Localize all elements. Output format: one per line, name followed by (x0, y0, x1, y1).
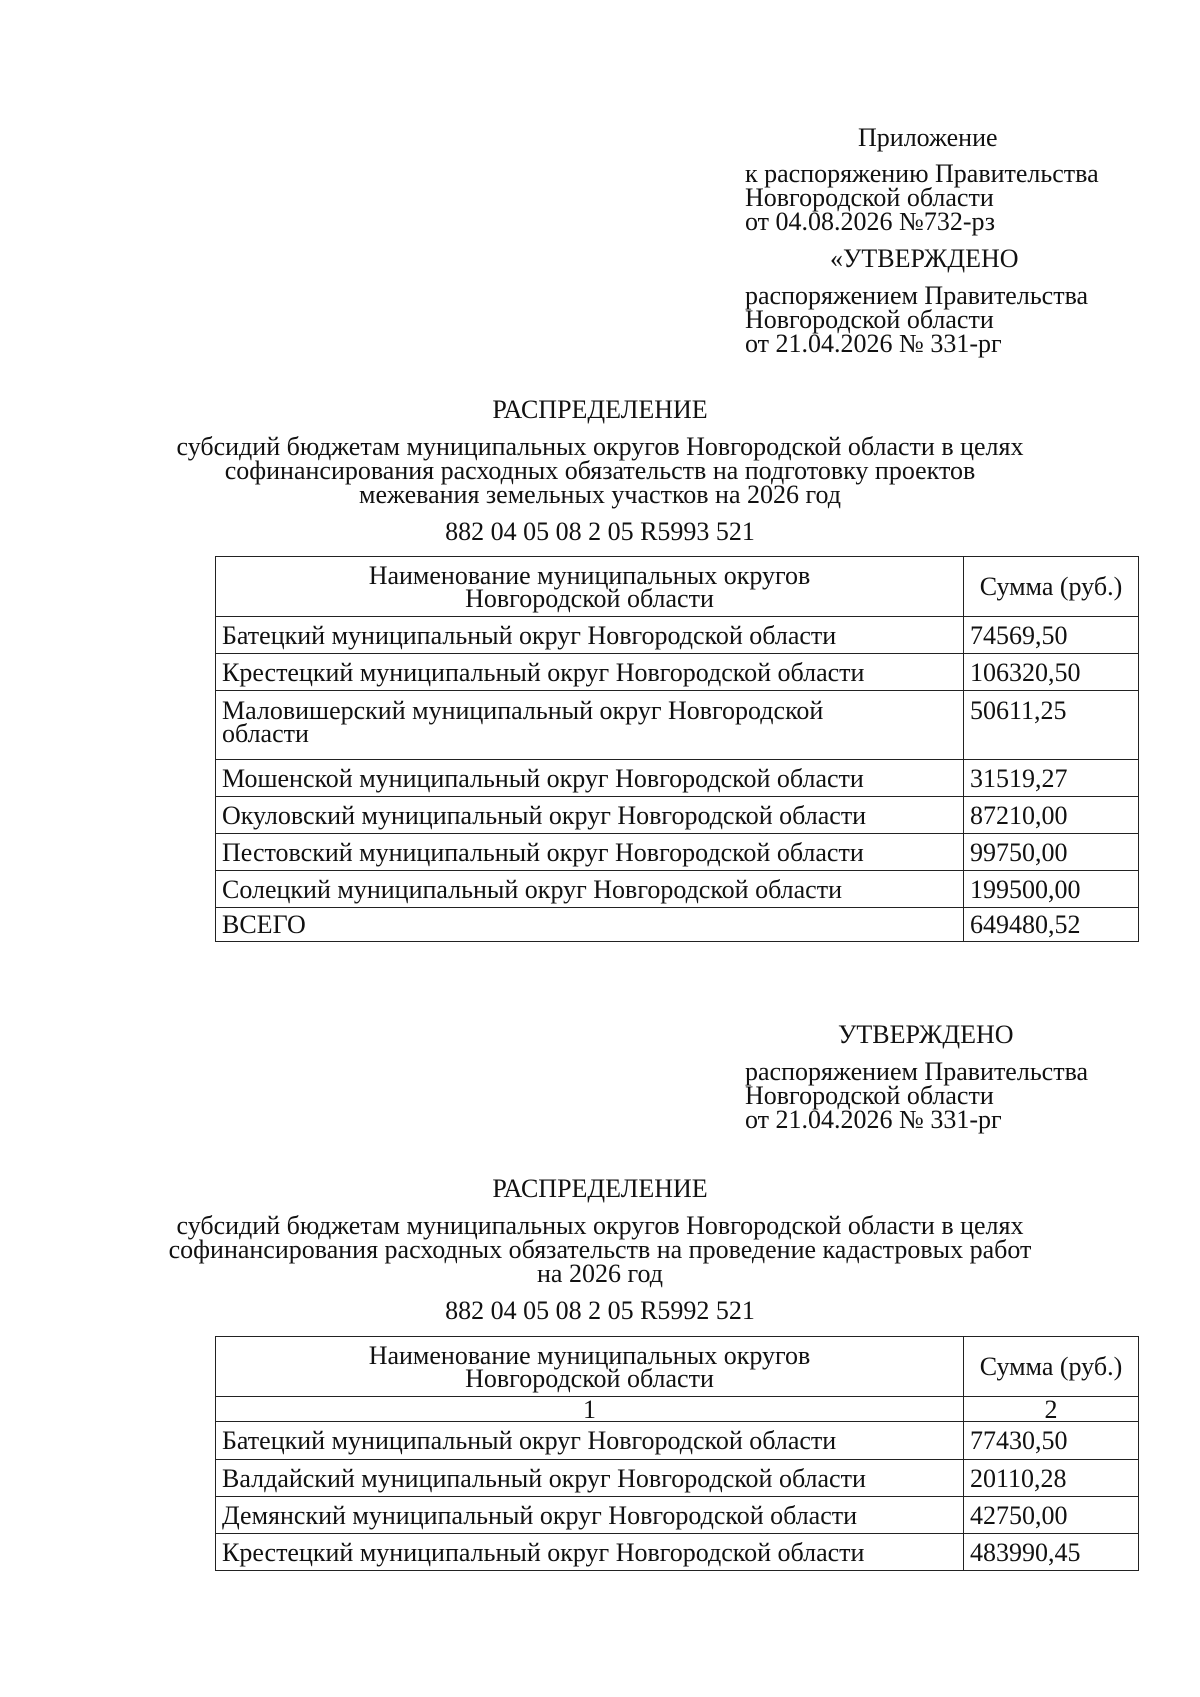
table-row (216, 834, 1139, 871)
appendix-line-3: от 04.08.2026 №732-рз (745, 207, 996, 236)
row-sum: 42750,00 (964, 1497, 1139, 1534)
approval-2-line-1: распоряжением Правительства (745, 1057, 1089, 1086)
row-name-line-1: Маловишерский муниципальный округ Новгородской (222, 696, 824, 725)
section-2-subtitle-2: софинансирования расходных обязательств на проведение кадастровых работ (168, 1235, 1032, 1264)
header-sum-cell: Сумма (руб.) (964, 1337, 1139, 1397)
table-row (216, 1422, 1139, 1460)
header-name-line-2: Новгородской области (465, 1363, 714, 1393)
section-1-subtitle-1: субсидий бюджетам муниципальных округов Новгородской области в целях (176, 432, 1024, 461)
header-name-cell (216, 557, 964, 617)
table-total-row (216, 908, 1139, 942)
table-row (216, 760, 1139, 797)
row-sum: 483990,45 (964, 1534, 1139, 1571)
row-name-line-2: области (222, 719, 309, 748)
column-number-row (216, 1397, 1139, 1422)
table-header-row (216, 557, 1139, 617)
table-row (216, 617, 1139, 654)
total-sum: 649480,52 (964, 908, 1139, 942)
row-sum: 77430,50 (964, 1422, 1139, 1460)
row-name: Мошенской муниципальный округ Новгородской области (216, 760, 964, 797)
approval-1-title: «УТВЕРЖДЕНО (830, 244, 1019, 273)
row-name: Крестецкий муниципальный округ Новгородской области (216, 1534, 964, 1571)
table-row (216, 797, 1139, 834)
total-label: ВСЕГО (216, 908, 964, 942)
approval-2-line-2: Новгородской области (745, 1081, 994, 1110)
approval-2-line-3: от 21.04.2026 № 331-рг (745, 1105, 1002, 1134)
section-1-heading: РАСПРЕДЕЛЕНИЕ (492, 395, 708, 424)
row-name: Демянский муниципальный округ Новгородской области (216, 1497, 964, 1534)
row-sum: 87210,00 (964, 797, 1139, 834)
section-2-heading: РАСПРЕДЕЛЕНИЕ (492, 1174, 708, 1203)
section-2-code: 882 04 05 08 2 05 R5992 521 (445, 1296, 755, 1325)
section-1-table (215, 556, 1139, 942)
table-row (216, 654, 1139, 691)
table-header-row (216, 1337, 1139, 1397)
row-sum: 50611,25 (964, 691, 1139, 760)
section-2-table (215, 1336, 1139, 1571)
row-sum: 74569,50 (964, 617, 1139, 654)
appendix-title: Приложение (858, 123, 998, 152)
header-name-line-1: Наименование муниципальных округов (368, 560, 811, 590)
appendix-line-1: к распоряжению Правительства (745, 159, 1099, 188)
row-name: Валдайский муниципальный округ Новгородской области (216, 1460, 964, 1497)
approval-1-line-3: от 21.04.2026 № 331-рг (745, 329, 1002, 358)
row-name (216, 691, 964, 760)
table-row (216, 871, 1139, 908)
section-2-subtitle-1: субсидий бюджетам муниципальных округов Новгородской области в целях (176, 1211, 1024, 1240)
row-sum: 20110,28 (964, 1460, 1139, 1497)
table-row (216, 1460, 1139, 1497)
row-name: Солецкий муниципальный округ Новгородской области (216, 871, 964, 908)
row-sum: 31519,27 (964, 760, 1139, 797)
section-1-subtitle-3: межевания земельных участков на 2026 год (359, 480, 841, 509)
appendix-line-2: Новгородской области (745, 183, 994, 212)
table-row (216, 1497, 1139, 1534)
header-name-line-1: Наименование муниципальных округов (368, 1340, 811, 1370)
row-name: Пестовский муниципальный округ Новгородской области (216, 834, 964, 871)
row-sum: 199500,00 (964, 871, 1139, 908)
column-number-2: 2 (964, 1397, 1139, 1422)
section-1-subtitle-2: софинансирования расходных обязательств на подготовку проектов (224, 456, 976, 485)
section-2-subtitle-3: на 2026 год (537, 1259, 663, 1288)
header-name-cell (216, 1337, 964, 1397)
row-name: Батецкий муниципальный округ Новгородской области (216, 617, 964, 654)
table-row (216, 1534, 1139, 1571)
row-sum: 106320,50 (964, 654, 1139, 691)
column-number-1: 1 (216, 1397, 964, 1422)
row-name: Окуловский муниципальный округ Новгородской области (216, 797, 964, 834)
approval-2-title: УТВЕРЖДЕНО (838, 1020, 1014, 1049)
approval-1-line-1: распоряжением Правительства (745, 281, 1089, 310)
header-name-line-2: Новгородской области (465, 583, 714, 613)
row-sum: 99750,00 (964, 834, 1139, 871)
section-1-code: 882 04 05 08 2 05 R5993 521 (445, 517, 755, 546)
row-name: Крестецкий муниципальный округ Новгородской области (216, 654, 964, 691)
approval-1-line-2: Новгородской области (745, 305, 994, 334)
table-row (216, 691, 1139, 760)
header-sum-cell: Сумма (руб.) (964, 557, 1139, 617)
row-name: Батецкий муниципальный округ Новгородской области (216, 1422, 964, 1460)
